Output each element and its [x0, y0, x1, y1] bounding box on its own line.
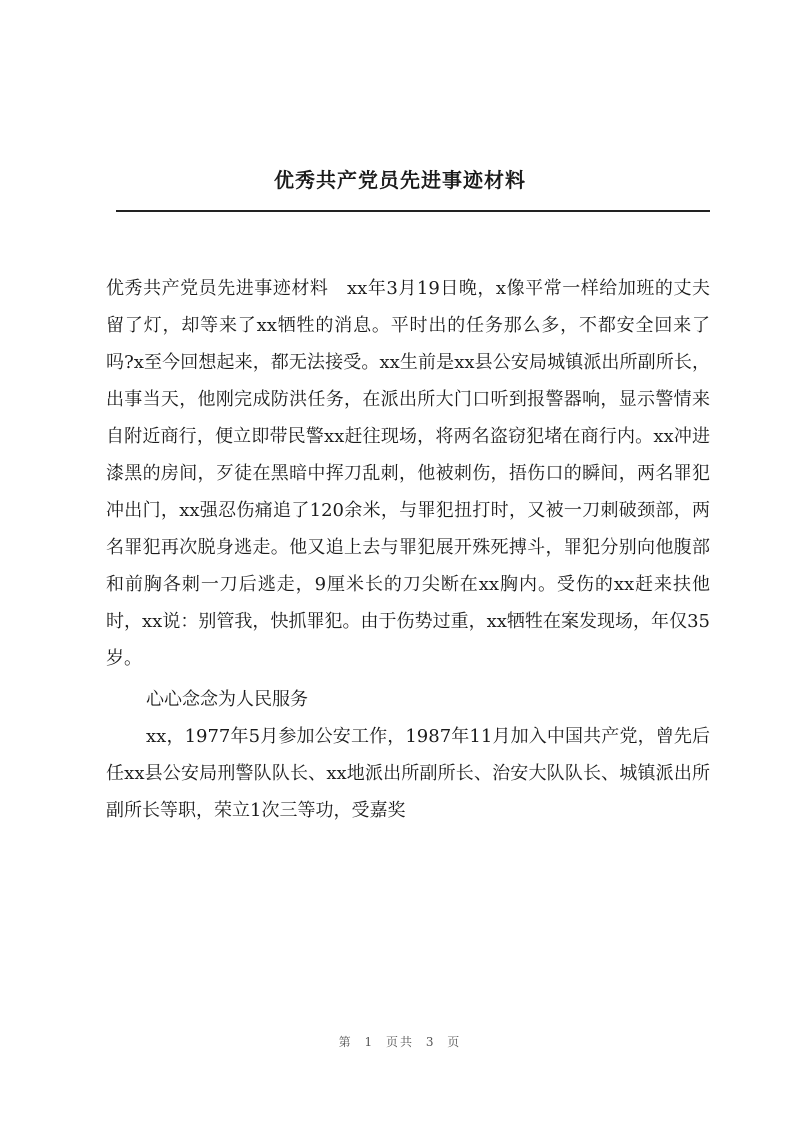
footer-middle: 页共 — [385, 1035, 414, 1049]
body-paragraph: 优秀共产党员先进事迹材料 xx年3月19日晚，x像平常一样给加班的丈夫留了灯，却等来了xx牺牲的消息。平时出的任务那么多，不都安全回来了吗?x至今回想起来，都无法接受。xx生前是xx县公安局城镇派出所副所长，出事当天，他刚完成防洪任务，在派出所大门口听到报警器响，显示警情来自附近商行，便立即带民警xx赶往现场，将两名盗窃犯堵在商行内。xx冲进漆黑的房间，歹徒在黑暗中挥刀乱刺，他被刺伤，捂伤口的瞬间，两名罪犯冲出门，xx强忍伤痛追了120余米，与罪犯扭打时，又被一刀刺破颈部，两名罪犯再次脱身逃走。他又追上去与罪犯展开殊死搏斗，罪犯分别向他腹部和前胸各刺一刀后逃走，9厘米长的刀尖断在xx胸内。受伤的xx赶来扶他时，xx说：别管我，快抓罪犯。由于伤势过重，xx牺牲在案发现场，年仅35岁。 — [106, 278, 710, 669]
footer-prefix: 第 — [338, 1035, 353, 1049]
section-heading: 心心念念为人民服务 — [146, 689, 308, 710]
document-body — [106, 270, 710, 829]
document-title: 优秀共产党员先进事迹材料 — [274, 168, 526, 192]
body-paragraph: xx，1977年5月参加公安工作，1987年11月加入中国共产党，曾先后任xx县公安局刑警队队长、xx地派出所副所长、治安大队队长、城镇派出所副所长等职，荣立1次三等功，受嘉奖 — [106, 726, 710, 821]
page-footer — [0, 1033, 800, 1050]
footer-total-pages: 3 — [425, 1035, 436, 1049]
footer-page-number: 1 — [364, 1035, 375, 1049]
footer-suffix: 页 — [447, 1035, 462, 1049]
title-divider — [116, 210, 710, 212]
